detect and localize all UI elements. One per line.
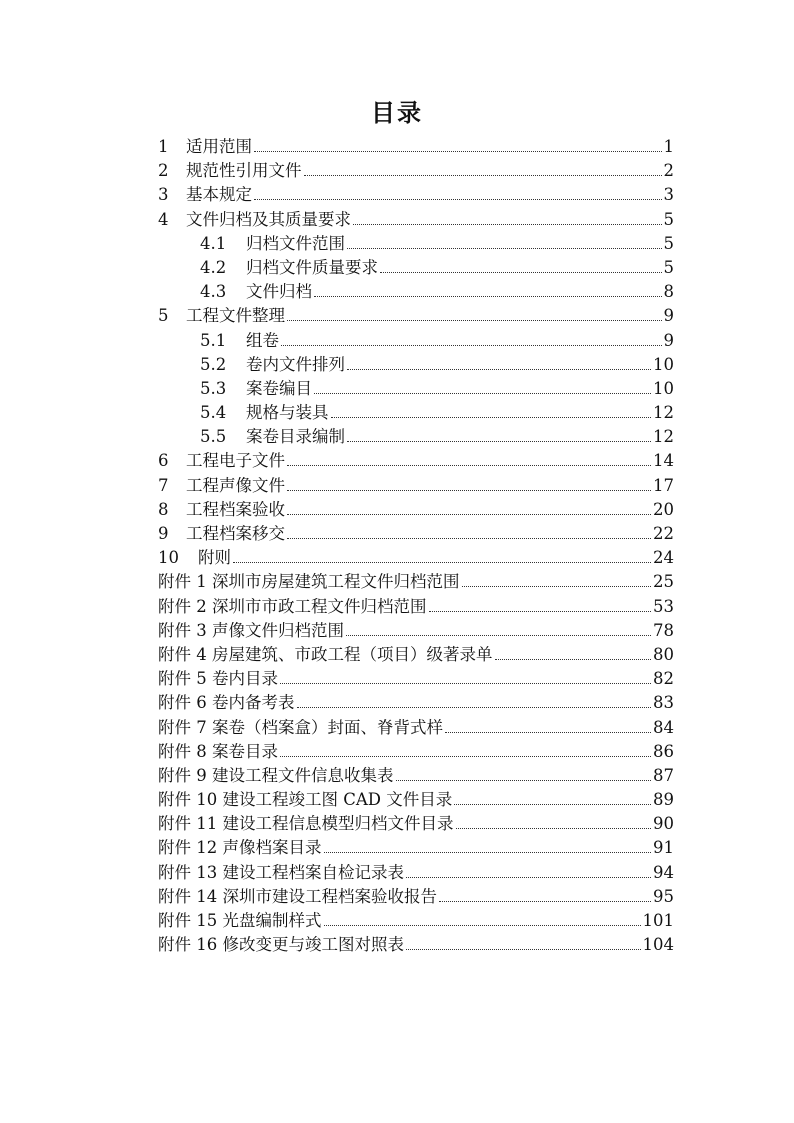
toc-entry-label: 附则: [198, 548, 231, 568]
toc-entry-page-number: 86: [653, 741, 674, 761]
toc-entry-label: 案卷目录编制: [246, 427, 345, 447]
toc-entry-page-number: 80: [653, 644, 674, 664]
toc-entry-number: 5.5: [200, 427, 227, 447]
toc-entry-number: 8: [158, 499, 169, 519]
dot-leader: [324, 925, 641, 926]
dot-leader: [396, 780, 652, 781]
toc-entry-page-number: 78: [653, 620, 674, 640]
table-of-contents: [158, 135, 674, 957]
toc-entry-page-number: 9: [663, 306, 674, 326]
toc-section-entry[interactable]: [158, 183, 674, 207]
toc-section-entry[interactable]: [158, 159, 674, 183]
toc-entry-number: 3: [158, 185, 169, 205]
dot-leader: [254, 199, 662, 200]
toc-entry-number: 4.2: [200, 257, 227, 277]
toc-entry-number: 5.3: [200, 378, 227, 398]
toc-appendix-entry[interactable]: [158, 933, 674, 957]
dot-leader: [233, 562, 651, 563]
dot-leader: [429, 611, 652, 612]
toc-entry-page-number: 87: [653, 765, 674, 785]
dot-leader: [287, 465, 651, 466]
dot-leader: [445, 732, 651, 733]
toc-entry-page-number: 90: [653, 814, 674, 834]
dot-leader: [331, 417, 652, 418]
toc-appendix-entry[interactable]: [158, 909, 674, 933]
toc-entry-label: 卷内文件排列: [246, 354, 345, 374]
toc-appendix-entry[interactable]: [158, 691, 674, 715]
dot-leader: [454, 804, 651, 805]
toc-entry-label: 工程文件整理: [186, 306, 285, 326]
toc-entry-page-number: 12: [653, 403, 674, 423]
toc-subsection-entry[interactable]: [158, 232, 674, 256]
dot-leader: [346, 635, 651, 636]
toc-entry-page-number: 82: [653, 669, 674, 689]
toc-appendix-entry[interactable]: [158, 812, 674, 836]
dot-leader: [439, 901, 651, 902]
dot-leader: [406, 877, 651, 878]
toc-entry-page-number: 10: [653, 378, 674, 398]
toc-entry-label: 附件 15 光盘编制样式: [158, 911, 322, 930]
toc-entry-page-number: 17: [653, 475, 674, 495]
dot-leader: [287, 538, 651, 539]
dot-leader: [347, 441, 651, 442]
toc-appendix-entry[interactable]: [158, 861, 674, 885]
toc-entry-number: 6: [158, 451, 169, 471]
toc-entry-page-number: 94: [653, 862, 674, 882]
dot-leader: [280, 683, 651, 684]
toc-entry-label: 归档文件质量要求: [246, 257, 378, 277]
toc-entry-page-number: 53: [653, 596, 674, 616]
toc-entry-label: 附件 2 深圳市市政工程文件归档范围: [158, 596, 427, 616]
toc-entry-label: 附件 12 声像档案目录: [158, 838, 322, 858]
toc-entry-label: 文件归档: [246, 282, 312, 302]
toc-subsection-entry[interactable]: [158, 256, 674, 280]
toc-entry-label: 附件 4 房屋建筑、市政工程（项目）级著录单: [158, 644, 493, 664]
toc-entry-label: 工程电子文件: [186, 451, 285, 471]
toc-section-entry[interactable]: [158, 449, 674, 473]
toc-appendix-entry[interactable]: [158, 885, 674, 909]
toc-entry-page-number: 3: [663, 185, 674, 205]
toc-subsection-entry[interactable]: [158, 329, 674, 353]
toc-entry-label: 组卷: [246, 330, 279, 350]
toc-entry-label: 案卷编目: [246, 378, 312, 398]
toc-entry-page-number: 5: [663, 233, 674, 253]
toc-entry-label: 附件 3 声像文件归档范围: [158, 620, 344, 640]
toc-entry-label: 附件 16 修改变更与竣工图对照表: [158, 935, 404, 955]
toc-section-entry[interactable]: [158, 304, 674, 328]
toc-entry-label: 工程档案验收: [186, 499, 285, 519]
toc-entry-page-number: 84: [653, 717, 674, 737]
toc-appendix-entry[interactable]: [158, 667, 674, 691]
toc-entry-label: 规范性引用文件: [186, 161, 302, 181]
toc-entry-page-number: 22: [653, 524, 674, 543]
toc-entry-label: 附件 1 深圳市房屋建筑工程文件归档范围: [158, 572, 460, 592]
toc-entry-page-number: 104: [642, 935, 674, 955]
toc-entry-number: 10: [158, 548, 179, 568]
toc-subsection-entry[interactable]: [158, 425, 674, 449]
toc-entry-number: 9: [158, 524, 169, 543]
toc-appendix-entry[interactable]: [158, 643, 674, 667]
toc-entry-page-number: 95: [653, 886, 674, 906]
toc-entry-label: 附件 5 卷内目录: [158, 669, 278, 689]
toc-appendix-entry[interactable]: [158, 716, 674, 740]
toc-section-entry[interactable]: [158, 498, 674, 522]
toc-subsection-entry[interactable]: [158, 401, 674, 425]
toc-appendix-entry[interactable]: [158, 619, 674, 643]
toc-subsection-entry[interactable]: [158, 353, 674, 377]
dot-leader: [314, 296, 662, 297]
dot-leader: [456, 828, 652, 829]
dot-leader: [281, 345, 662, 346]
toc-entry-label: 工程档案移交: [186, 524, 285, 543]
dot-leader: [254, 151, 662, 152]
toc-entry-page-number: 5: [663, 209, 674, 229]
dot-leader: [406, 949, 641, 950]
toc-entry-page-number: 20: [653, 499, 674, 519]
toc-entry-page-number: 5: [663, 257, 674, 277]
toc-entry-label: 附件 9 建设工程文件信息收集表: [158, 765, 394, 785]
dot-leader: [353, 224, 662, 225]
toc-entry-page-number: 101: [642, 911, 674, 930]
toc-entry-label: 基本规定: [186, 185, 252, 205]
toc-entry-page-number: 9: [663, 330, 674, 350]
toc-entry-page-number: 8: [663, 282, 674, 302]
dot-leader: [347, 369, 651, 370]
toc-entry-label: 工程声像文件: [186, 475, 285, 495]
toc-section-entry[interactable]: [158, 546, 674, 570]
toc-subsection-entry[interactable]: [158, 377, 674, 401]
toc-entry-label: 附件 8 案卷目录: [158, 741, 278, 761]
toc-entry-number: 5.4: [200, 403, 227, 423]
toc-entry-page-number: 25: [653, 572, 674, 592]
toc-section-entry[interactable]: [158, 135, 674, 159]
toc-entry-number: 7: [158, 475, 169, 495]
toc-entry-page-number: 83: [653, 693, 674, 713]
toc-entry-label: 适用范围: [186, 137, 252, 156]
dot-leader: [324, 852, 652, 853]
dot-leader: [287, 514, 651, 515]
toc-entry-page-number: 1: [663, 137, 674, 156]
toc-entry-label: 附件 11 建设工程信息模型归档文件目录: [158, 814, 454, 834]
toc-entry-label: 附件 14 深圳市建设工程档案验收报告: [158, 886, 437, 906]
toc-entry-label: 附件 13 建设工程档案自检记录表: [158, 862, 404, 882]
dot-leader: [462, 586, 652, 587]
toc-entry-page-number: 12: [653, 427, 674, 447]
page-title: 目录: [371, 98, 423, 127]
toc-entry-number: 1: [158, 137, 169, 156]
toc-section-entry[interactable]: [158, 474, 674, 498]
toc-entry-number: 5.1: [200, 330, 227, 350]
dot-leader: [380, 272, 662, 273]
toc-entry-page-number: 10: [653, 354, 674, 374]
dot-leader: [347, 248, 662, 249]
toc-entry-page-number: 14: [653, 451, 674, 471]
toc-entry-number: 4.1: [200, 233, 227, 253]
toc-subsection-entry[interactable]: [158, 280, 674, 304]
dot-leader: [304, 175, 662, 176]
toc-entry-label: 附件 7 案卷（档案盒）封面、脊背式样: [158, 717, 443, 737]
toc-entry-label: 附件 10 建设工程竣工图 CAD 文件目录: [158, 790, 453, 810]
toc-section-entry[interactable]: [158, 208, 674, 232]
toc-entry-label: 归档文件范围: [246, 233, 345, 253]
dot-leader: [287, 490, 651, 491]
dot-leader: [495, 659, 652, 660]
toc-entry-page-number: 2: [663, 161, 674, 181]
toc-entry-page-number: 89: [653, 790, 674, 810]
toc-entry-label: 附件 6 卷内备考表: [158, 693, 295, 713]
dot-leader: [280, 756, 651, 757]
toc-entry-number: 4: [158, 209, 169, 229]
toc-appendix-entry[interactable]: [158, 740, 674, 764]
toc-entry-number: 4.3: [200, 282, 227, 302]
toc-entry-label: 规格与装具: [246, 403, 329, 423]
toc-entry-number: 2: [158, 161, 169, 181]
dot-leader: [287, 320, 662, 321]
toc-entry-page-number: 24: [653, 548, 674, 568]
toc-appendix-entry[interactable]: [158, 836, 674, 860]
toc-appendix-entry[interactable]: [158, 570, 674, 594]
toc-entry-page-number: 91: [653, 838, 674, 858]
toc-entry-label: 文件归档及其质量要求: [186, 209, 351, 229]
toc-appendix-entry[interactable]: [158, 764, 674, 788]
toc-appendix-entry[interactable]: [158, 595, 674, 619]
toc-appendix-entry[interactable]: [158, 788, 674, 812]
toc-entry-number: 5: [158, 306, 169, 326]
dot-leader: [314, 393, 651, 394]
toc-entry-number: 5.2: [200, 354, 227, 374]
dot-leader: [297, 707, 652, 708]
toc-section-entry[interactable]: [158, 522, 674, 546]
